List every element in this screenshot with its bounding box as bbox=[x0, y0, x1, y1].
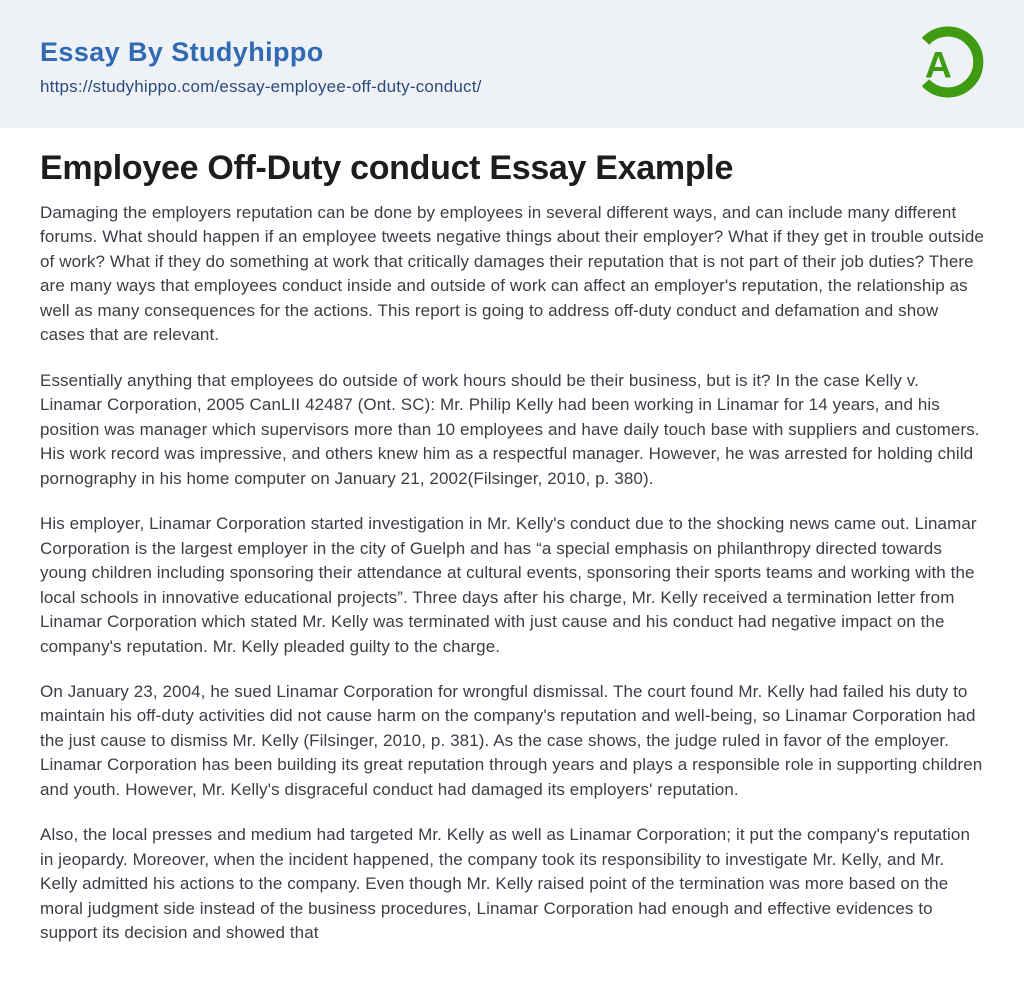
essay-paragraph-2: Essentially anything that employees do outside of work hours should be their business, but is it? In the case Kelly v. Linamar Corporation, 2005 CanLII 42487 (Ont. SC): Mr. Philip Kelly had been working in Linamar for 14 years, and his position was manager which supervisors more than 10 employees and have daily touch base with suppliers and customers. His work record was impressive, and others knew him as a respectful manager. However, he was arrested for holding child pornography in his home computer on January 21, 2002(Filsinger, 2010, p. 380). bbox=[40, 370, 980, 488]
essay-paragraph-5: Also, the local presses and medium had targeted Mr. Kelly as well as Linamar Corporation; it put the company's reputation in jeopardy. Moreover, when the incident happened, the company took its responsibility to investigate Mr. Kelly, and Mr. Kelly admitted his actions to the company. Even though Mr. Kelly raised point of the termination was more based on the moral judgment side instead of the business procedures, Linamar Corporation had enough and effective evidences to support its decision and showed that bbox=[40, 825, 971, 943]
header-text-block bbox=[40, 31, 482, 97]
site-header bbox=[0, 0, 1024, 128]
essay-title: Employee Off-Duty conduct Essay Example bbox=[40, 149, 734, 187]
logo-letter: A bbox=[924, 43, 952, 86]
essay-paragraph-3: His employer, Linamar Corporation started investigation in Mr. Kelly's conduct due to the shocking news came out. Linamar Corporation is the largest employer in the city of Guelph and has “a special emphasis on philanthropy directed towards young children including sponsoring their attendance at cultural events, sponsoring their sports teams and working with the local schools in innovative educational projects”. Three days after his charge, Mr. Kelly received a termination letter from Linamar Corporation which stated Mr. Kelly was terminated with just cause and his conduct had negative impact on the company's reputation. Mr. Kelly pleaded guilty to the charge. bbox=[40, 514, 977, 656]
essay-article bbox=[0, 128, 1024, 946]
studyhippo-logo-icon bbox=[908, 23, 986, 101]
site-title: Essay By Studyhippo bbox=[40, 37, 324, 67]
essay-paragraph-1: Damaging the employers reputation can be done by employees in several different ways, and can include many different forums. What should happen if an employee tweets negative things about their employer? What if they get in trouble outside of work? What if they do something at work that critically damages their reputation that is not part of their job duties? There are many ways that employees conduct inside and outside of work can affect an employer's reputation, the relationship as well as many consequences for the actions. This report is going to address off-duty conduct and defamation and show cases that are relevant. bbox=[40, 203, 984, 345]
page-url-link[interactable]: https://studyhippo.com/essay-employee-off-duty-conduct/ bbox=[40, 77, 482, 96]
essay-paragraph-4: On January 23, 2004, he sued Linamar Corporation for wrongful dismissal. The court found Mr. Kelly had failed his duty to maintain his off-duty activities did not cause harm on the company's reputation and well-being, so Linamar Corporation had the just cause to dismiss Mr. Kelly (Filsinger, 2010, p. 381). As the case shows, the judge ruled in favor of the employer. Linamar Corporation has been building its great reputation through years and plays a responsible role in supporting children and youth. However, Mr. Kelly's disgraceful conduct had damaged its employers' reputation. bbox=[40, 681, 983, 799]
